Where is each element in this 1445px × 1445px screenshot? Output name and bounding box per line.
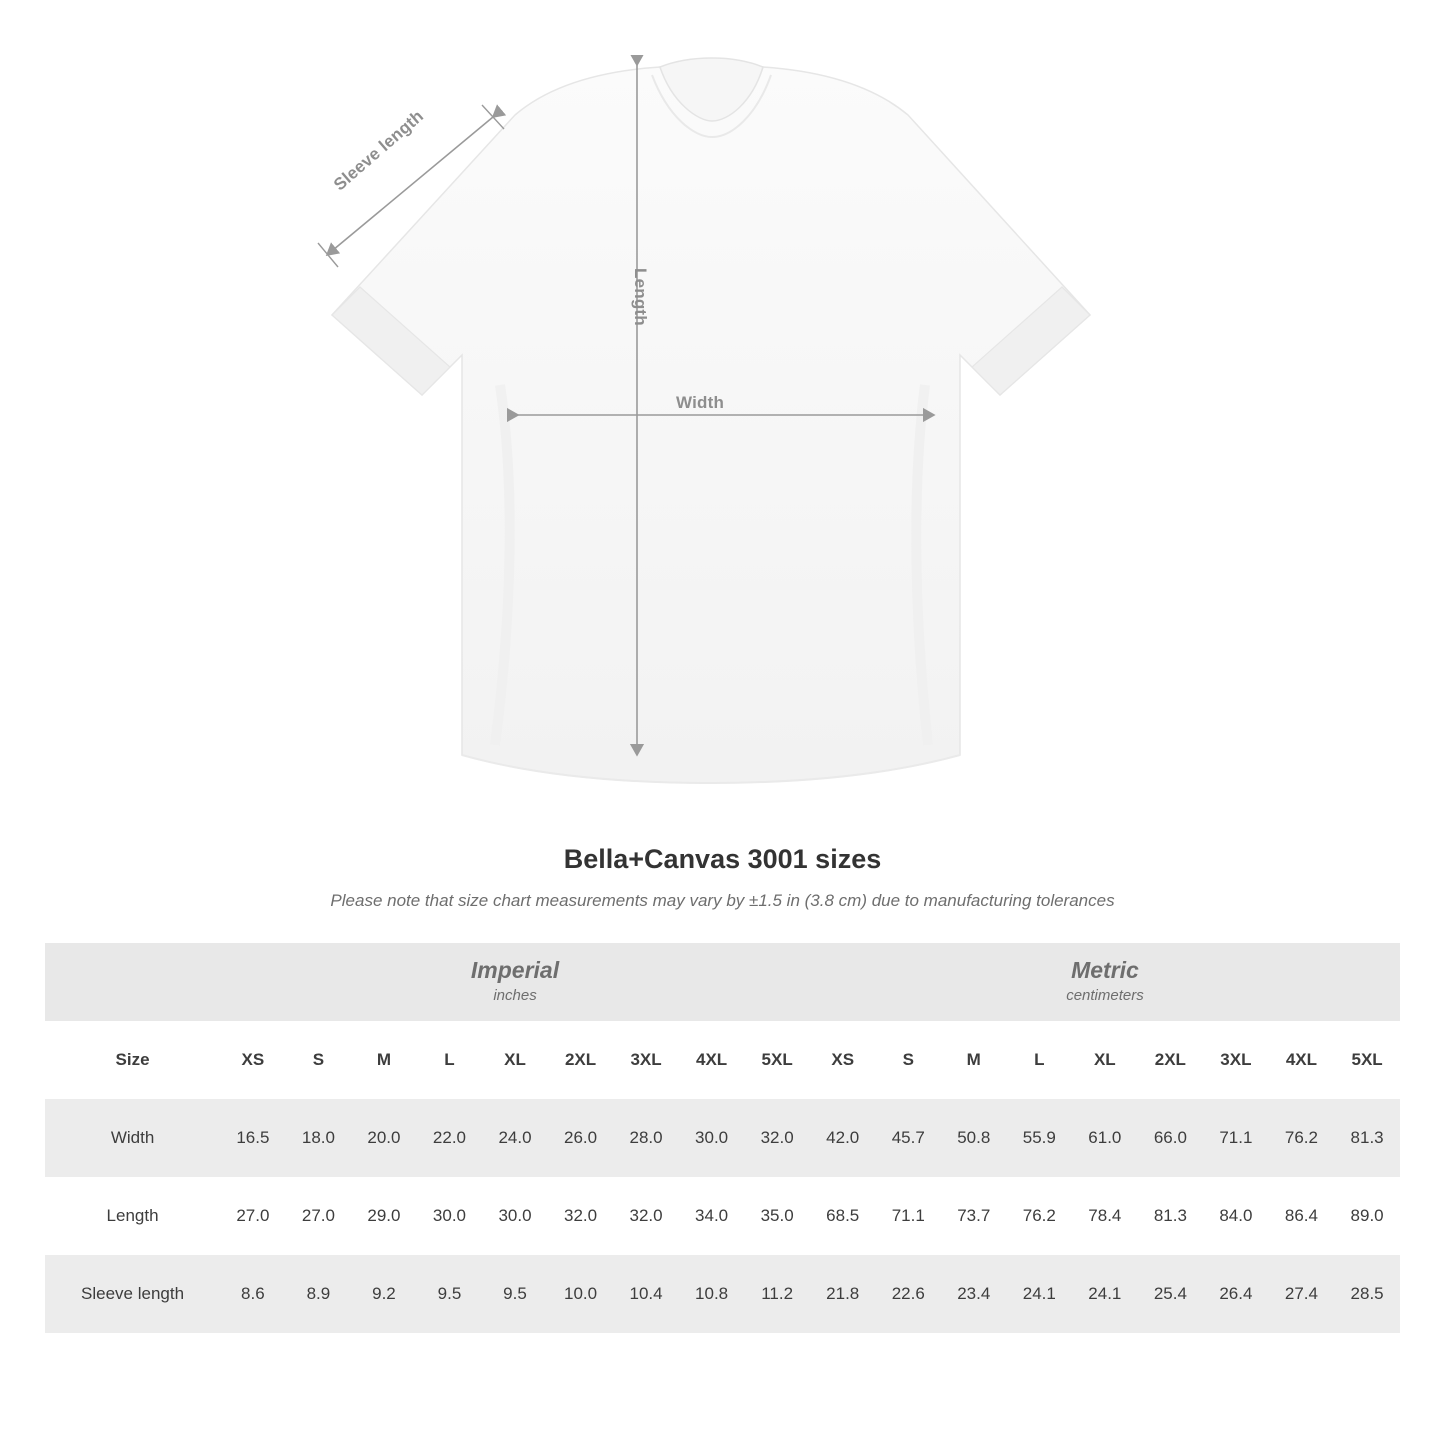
length-imperial-s: 27.0 <box>286 1177 352 1255</box>
size-table-wrap <box>45 943 1400 1333</box>
size-header-imperial-xl: XL <box>482 1021 548 1099</box>
length-metric-m: 73.7 <box>941 1177 1007 1255</box>
sleeve-imperial-4xl: 10.8 <box>679 1255 745 1333</box>
length-imperial-m: 29.0 <box>351 1177 417 1255</box>
sleeve-metric-5xl: 28.5 <box>1334 1255 1400 1333</box>
row-label-sleeve-length: Sleeve length <box>45 1255 220 1333</box>
length-metric-xs: 68.5 <box>810 1177 876 1255</box>
page-title: Bella+Canvas 3001 sizes <box>563 844 882 874</box>
size-header-imperial-2xl: 2XL <box>548 1021 614 1099</box>
width-metric-xl: 61.0 <box>1072 1099 1138 1177</box>
sleeve-imperial-3xl: 10.4 <box>613 1255 679 1333</box>
size-header-metric-xl: XL <box>1072 1021 1138 1099</box>
sleeve-metric-2xl: 25.4 <box>1138 1255 1204 1333</box>
length-metric-4xl: 86.4 <box>1269 1177 1335 1255</box>
size-table <box>45 943 1400 1333</box>
tolerance-note: Please note that size chart measurements may vary by ±1.5 in (3.8 cm) due to manufacturing tolerances <box>330 891 1115 910</box>
length-metric-xl: 78.4 <box>1072 1177 1138 1255</box>
length-metric-3xl: 84.0 <box>1203 1177 1269 1255</box>
size-header-metric-l: L <box>1007 1021 1073 1099</box>
sleeve-metric-s: 22.6 <box>875 1255 941 1333</box>
width-imperial-3xl: 28.0 <box>613 1099 679 1177</box>
width-metric-4xl: 76.2 <box>1269 1099 1335 1177</box>
table-row <box>45 1177 1400 1255</box>
length-imperial-xl: 30.0 <box>482 1177 548 1255</box>
sleeve-metric-4xl: 27.4 <box>1269 1255 1335 1333</box>
width-imperial-4xl: 30.0 <box>679 1099 745 1177</box>
dimension-arrows <box>300 55 1120 795</box>
size-header-metric-4xl: 4XL <box>1269 1021 1335 1099</box>
width-metric-m: 50.8 <box>941 1099 1007 1177</box>
width-imperial-l: 22.0 <box>417 1099 483 1177</box>
size-header-metric-5xl: 5XL <box>1334 1021 1400 1099</box>
sleeve-imperial-s: 8.9 <box>286 1255 352 1333</box>
sleeve-imperial-xs: 8.6 <box>220 1255 286 1333</box>
sleeve-imperial-5xl: 11.2 <box>744 1255 810 1333</box>
width-metric-2xl: 66.0 <box>1138 1099 1204 1177</box>
width-metric-5xl: 81.3 <box>1334 1099 1400 1177</box>
sleeve-metric-xs: 21.8 <box>810 1255 876 1333</box>
size-header-imperial-m: M <box>351 1021 417 1099</box>
row-label-length: Length <box>45 1177 220 1255</box>
table-row <box>45 1099 1400 1177</box>
length-imperial-xs: 27.0 <box>220 1177 286 1255</box>
unit-header-imperial <box>220 943 810 1021</box>
size-header-imperial-xs: XS <box>220 1021 286 1099</box>
sleeve-metric-m: 23.4 <box>941 1255 1007 1333</box>
length-label: Length <box>631 268 650 326</box>
width-imperial-m: 20.0 <box>351 1099 417 1177</box>
table-row <box>45 1255 1400 1333</box>
size-header-row <box>45 1021 1400 1099</box>
size-header-imperial-4xl: 4XL <box>679 1021 745 1099</box>
metric-subtitle: centimeters <box>1066 987 1144 1005</box>
sleeve-imperial-l: 9.5 <box>417 1255 483 1333</box>
sleeve-imperial-2xl: 10.0 <box>548 1255 614 1333</box>
sleeve-metric-3xl: 26.4 <box>1203 1255 1269 1333</box>
width-imperial-2xl: 26.0 <box>548 1099 614 1177</box>
width-imperial-5xl: 32.0 <box>744 1099 810 1177</box>
length-imperial-l: 30.0 <box>417 1177 483 1255</box>
sleeve-metric-xl: 24.1 <box>1072 1255 1138 1333</box>
sleeve-metric-l: 24.1 <box>1007 1255 1073 1333</box>
sleeve-imperial-xl: 9.5 <box>482 1255 548 1333</box>
size-header-imperial-5xl: 5XL <box>744 1021 810 1099</box>
width-metric-s: 45.7 <box>875 1099 941 1177</box>
size-header-metric-m: M <box>941 1021 1007 1099</box>
width-imperial-xl: 24.0 <box>482 1099 548 1177</box>
size-header-metric-s: S <box>875 1021 941 1099</box>
length-metric-l: 76.2 <box>1007 1177 1073 1255</box>
size-header-imperial-3xl: 3XL <box>613 1021 679 1099</box>
row-label-width: Width <box>45 1099 220 1177</box>
size-header-label: Size <box>45 1021 220 1099</box>
unit-header-row <box>45 943 1400 1021</box>
imperial-title: Imperial <box>470 956 560 983</box>
unit-header-metric <box>810 943 1400 1021</box>
width-imperial-s: 18.0 <box>286 1099 352 1177</box>
width-metric-l: 55.9 <box>1007 1099 1073 1177</box>
size-header-metric-3xl: 3XL <box>1203 1021 1269 1099</box>
length-imperial-2xl: 32.0 <box>548 1177 614 1255</box>
length-metric-5xl: 89.0 <box>1334 1177 1400 1255</box>
unit-header-spacer <box>45 943 220 1021</box>
sleeve-imperial-m: 9.2 <box>351 1255 417 1333</box>
width-metric-xs: 42.0 <box>810 1099 876 1177</box>
size-header-imperial-l: L <box>417 1021 483 1099</box>
size-header-metric-2xl: 2XL <box>1138 1021 1204 1099</box>
size-header-imperial-s: S <box>286 1021 352 1099</box>
length-metric-s: 71.1 <box>875 1177 941 1255</box>
length-imperial-5xl: 35.0 <box>744 1177 810 1255</box>
metric-title: Metric <box>1071 956 1139 983</box>
imperial-subtitle: inches <box>493 987 537 1005</box>
width-imperial-xs: 16.5 <box>220 1099 286 1177</box>
sleeve-length-label: Sleeve length <box>330 106 428 195</box>
width-metric-3xl: 71.1 <box>1203 1099 1269 1177</box>
width-label: Width <box>676 393 725 412</box>
size-header-metric-xs: XS <box>810 1021 876 1099</box>
length-imperial-3xl: 32.0 <box>613 1177 679 1255</box>
length-metric-2xl: 81.3 <box>1138 1177 1204 1255</box>
length-imperial-4xl: 34.0 <box>679 1177 745 1255</box>
